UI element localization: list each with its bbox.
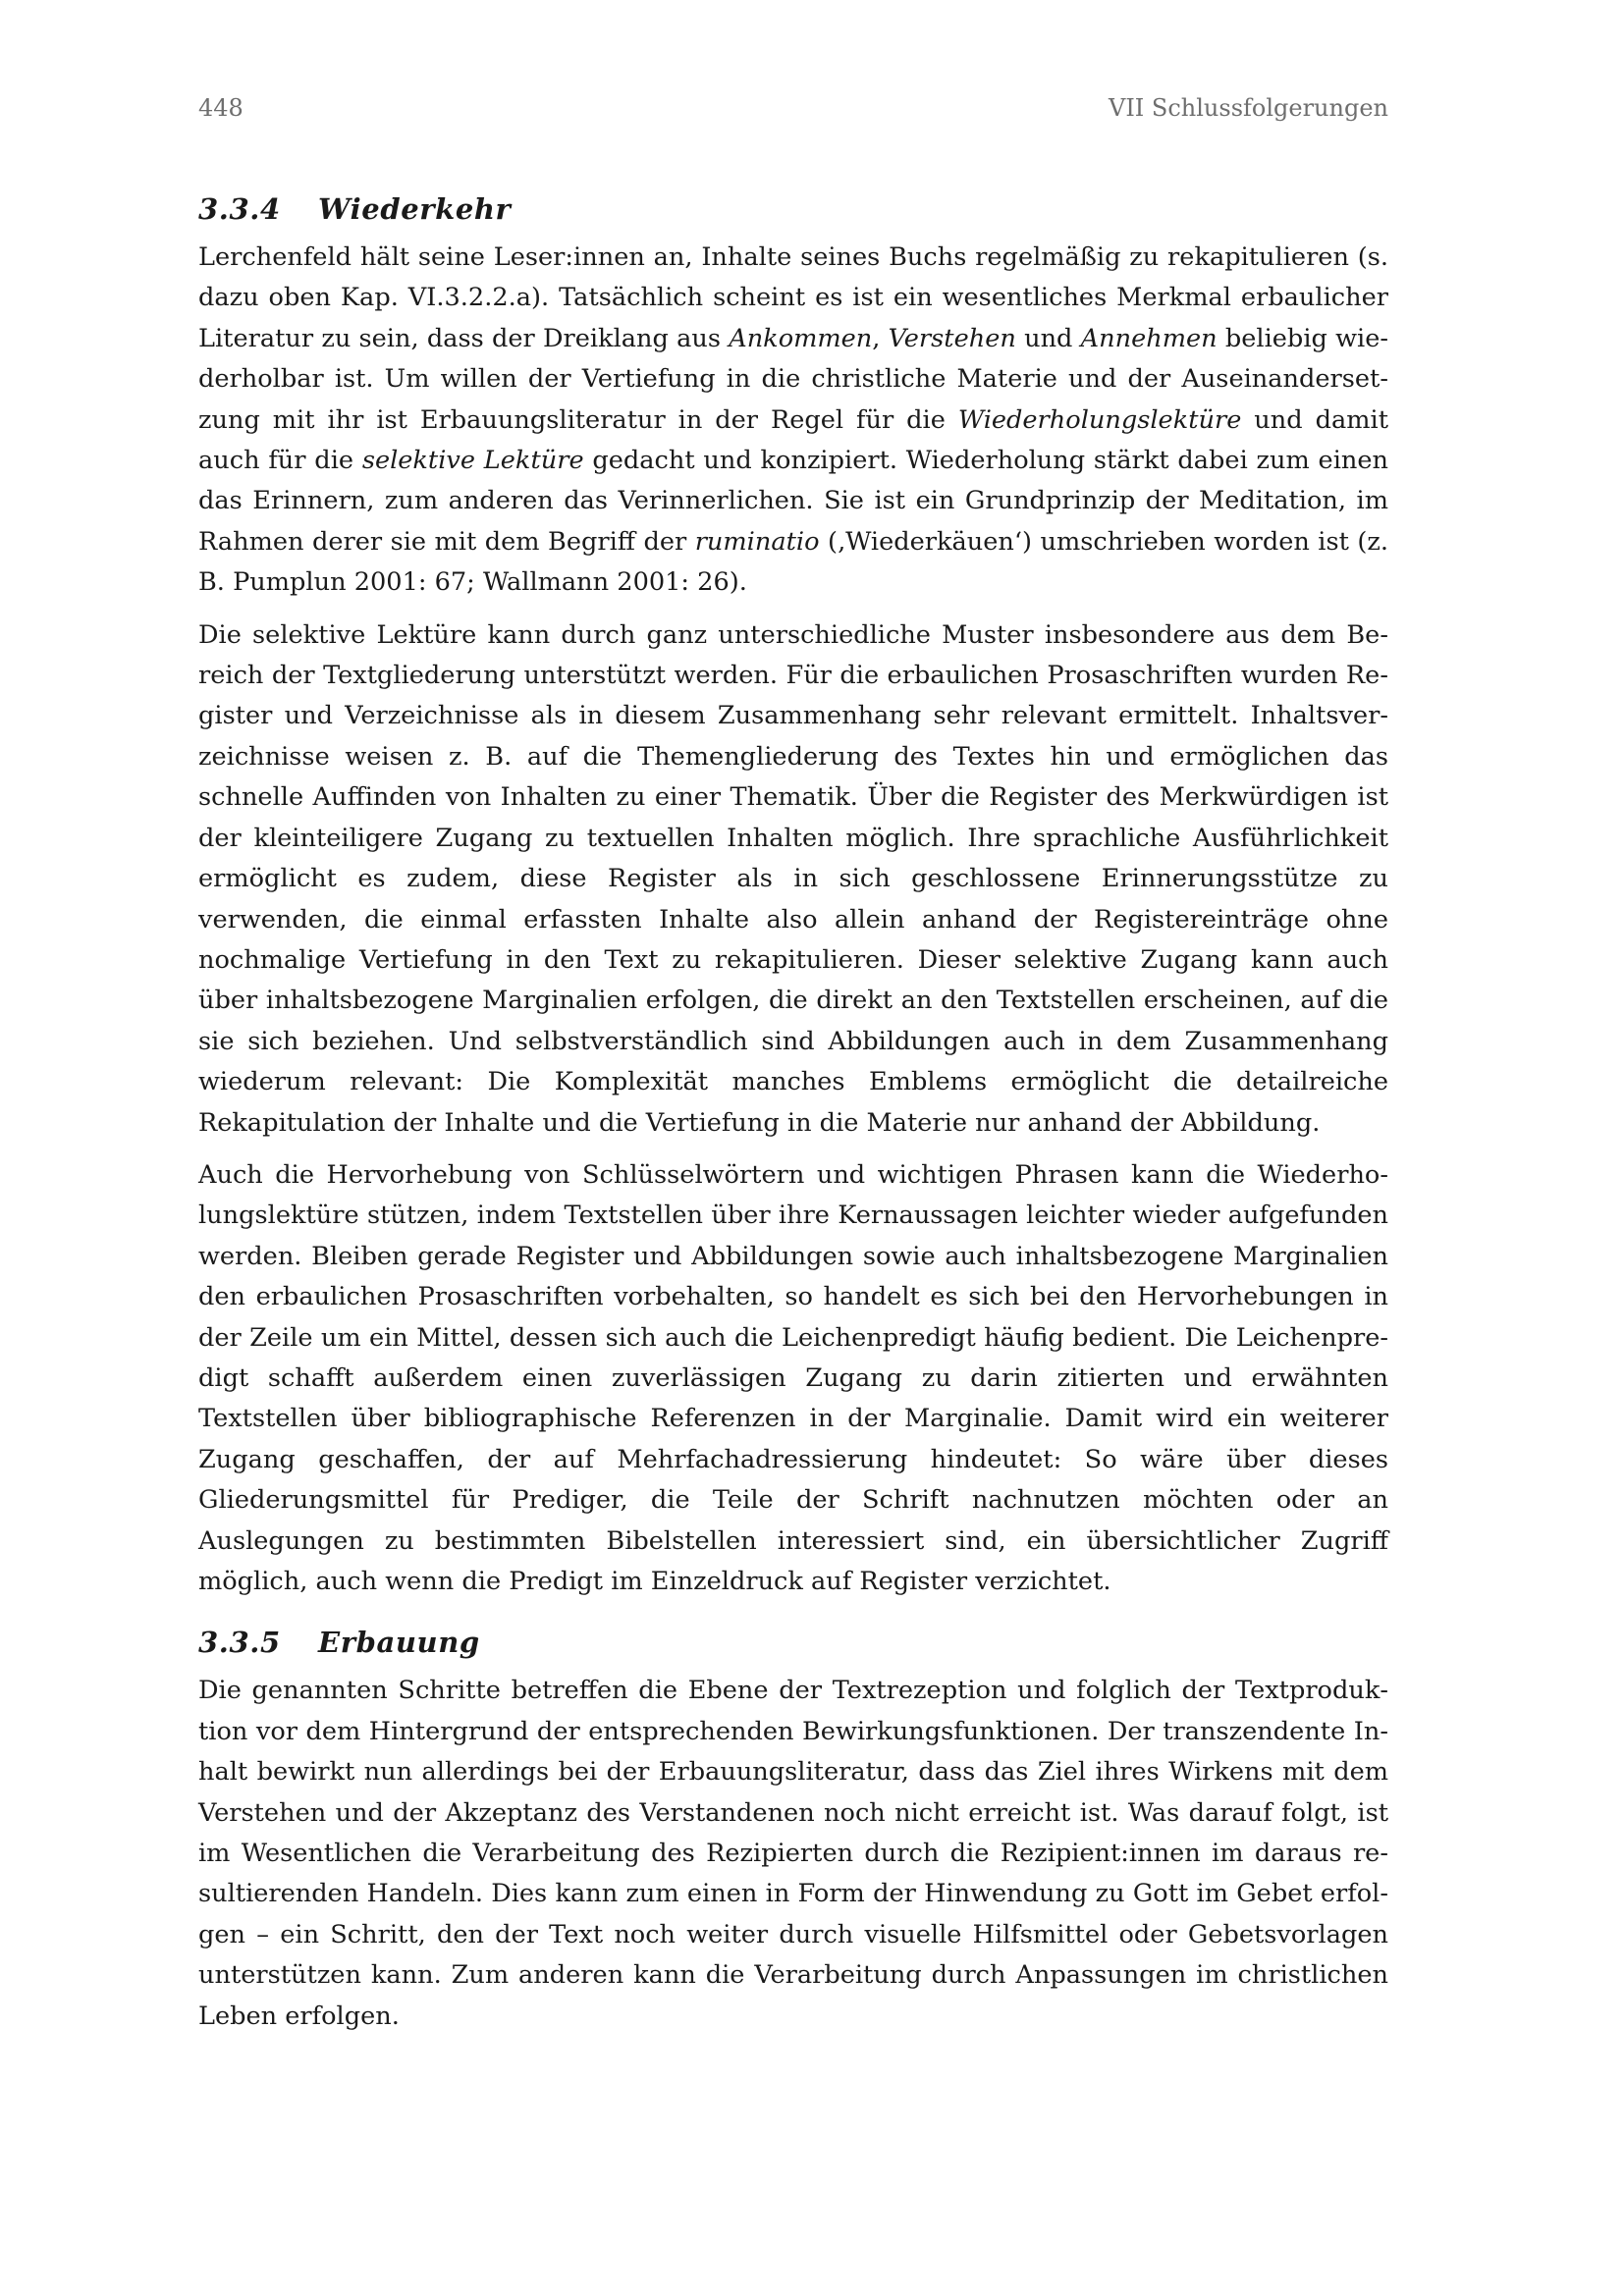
document-page [198,94,1388,2049]
emphasis: Verstehen [888,323,1016,353]
emphasis: selektive Lektüre [361,446,584,476]
paragraph: Die selektive Lektüre kann durch ganz unterschiedliche Muster insbesondere aus dem Bereich der Textgliederung unterstützt werden. Für die erbaulichen Prosaschriften wurden Register und Verzeichnisse als in diesem Zusammenhang sehr relevant ermittelt. Inhaltsverzeichnisse weisen z. B. auf die Themengliederung des Textes hin und ermöglichen das schnelle Auffinden von Inhalten zu einer Thematik. Über die Register des Merkwürdigen ist der kleinteiligere Zugang zu textuellen Inhalten möglich. Ihre sprachliche Ausführlichkeit ermöglicht es zudem, diese Register als in sich geschlossene Erinnerungsstütze zu verwenden, die einmal erfassten Inhalte also allein anhand der Registereinträge ohne nochmalige Vertiefung in den Text zu rekapitulieren. Dieser selektive Zugang kann auch über inhaltsbezogene Marginalien erfolgen, die direkt an den Textstellen erscheinen, auf die sie sich beziehen. Und selbstverständlich sind Abbildungen auch in dem Zusammenhang wiederum relevant: Die Komplexität manches Emblems ermöglicht die detailreiche Rekapitulation der Inhalte und die Vertiefung in die Materie nur anhand der Abbildung. [198,619,1388,1138]
section-title: Erbauung [318,1626,480,1660]
running-header [198,94,1388,133]
section-title: Wiederkehr [318,192,512,226]
section-number: 3.3.4 [198,192,281,226]
text-run: beliebig wiederholbar ist. Um willen der Vertiefung in die christliche Materie und der Auseinandersetzung mit ihr ist Erbauungsliteratur in der Regel für die [198,323,1389,435]
paragraph: Die genannten Schritte betreffen die Ebene der Textrezeption und folglich der Textproduktion vor dem Hintergrund der entsprechenden Bewirkungsfunktionen. Der transzendente Inhalt bewirkt nun allerdings bei der Erbauungsliteratur, dass das Ziel ihres Wirkens mit dem Verstehen und der Akzeptanz des Verstandenen noch nicht erreicht ist. Was darauf folgt, ist im Wesentlichen die Verarbeitung des Rezipierten durch die Rezipient:innen im daraus resultierenden Handeln. Dies kann zum einen in Form der Hinwendung zu Gott im Gebet erfolgen – ein Schritt, den der Text noch weiter durch visuelle Hilfsmittel oder Gebetsvorlagen unterstützen kann. Zum anderen kann die Verarbeitung durch Anpassungen im christlichen Leben erfolgen. [198,1676,1388,2031]
emphasis: Ankommen [729,323,873,353]
text-run: gedacht und konzipiert. Wiederholung stärkt dabei zum einen das Erinnern, zum anderen das Verinnerlichen. Sie ist ein Grundprinzip der Meditation, im Rahmen derer sie mit dem Begriff der [198,446,1389,557]
emphasis: Annehmen [1080,323,1218,353]
text-run: , [872,323,889,353]
section-number: 3.3.5 [198,1626,281,1660]
section-heading-wiederkehr [198,192,1388,226]
emphasis: ruminatio [694,526,820,557]
emphasis: Wiederholungslektüre [957,404,1242,435]
page-number: 448 [198,94,244,122]
text-run: und damit auch für die [198,404,1388,476]
paragraph [198,238,1388,604]
text-run: und [1015,323,1081,353]
paragraph: Auch die Hervorhebung von Schlüsselwörtern und wichtigen Phrasen kann die Wiederholungslektüre stützen, indem Textstellen über ihre Kernaussagen leichter wieder aufgefunden werden. Bleiben gerade Register und Abbildungen sowie auch inhaltsbezogene Marginalien den erbaulichen Prosaschriften vorbehalten, so handelt es sich bei den Hervorhebungen in der Zeile um ein Mittel, dessen sich auch die Leichenpredigt häufig bedient. Die Leichenpredigt schafft außerdem einen zuverlässigen Zugang zu darin zitierten und erwähnten Textstellen über bibliographische Referenzen in der Marginalie. Damit wird ein weiterer Zugang geschaffen, der auf Mehrfachadressierung hindeutet: So wäre über dieses Gliederungsmittel für Prediger, die Teile der Schrift nachnutzen möchten oder an Auslegungen zu bestimmten Bibelstellen interessiert sind, ein übersichtlicher Zugriff möglich, auch wenn die Predigt im Einzeldruck auf Register verzichtet. [198,1159,1388,1596]
chapter-title: VII Schlussfolgerungen [1108,94,1388,122]
text-run: (‚Wiederkäuen‘) umschrieben worden ist (z. B. Pumplun 2001: 67; Wallmann 2001: 26). [198,526,1388,598]
text-run: Lerchenfeld hält seine Leser:innen an, Inhalte seines Buchs regelmäßig zu rekapitulieren (s. dazu oben Kap. VI.3.2.2.a). Tatsächlich scheint es ist ein wesentliches Merkmal erbaulicher Literatur zu sein, dass der Dreiklang aus [198,242,1388,353]
section-heading-erbauung [198,1626,1388,1659]
